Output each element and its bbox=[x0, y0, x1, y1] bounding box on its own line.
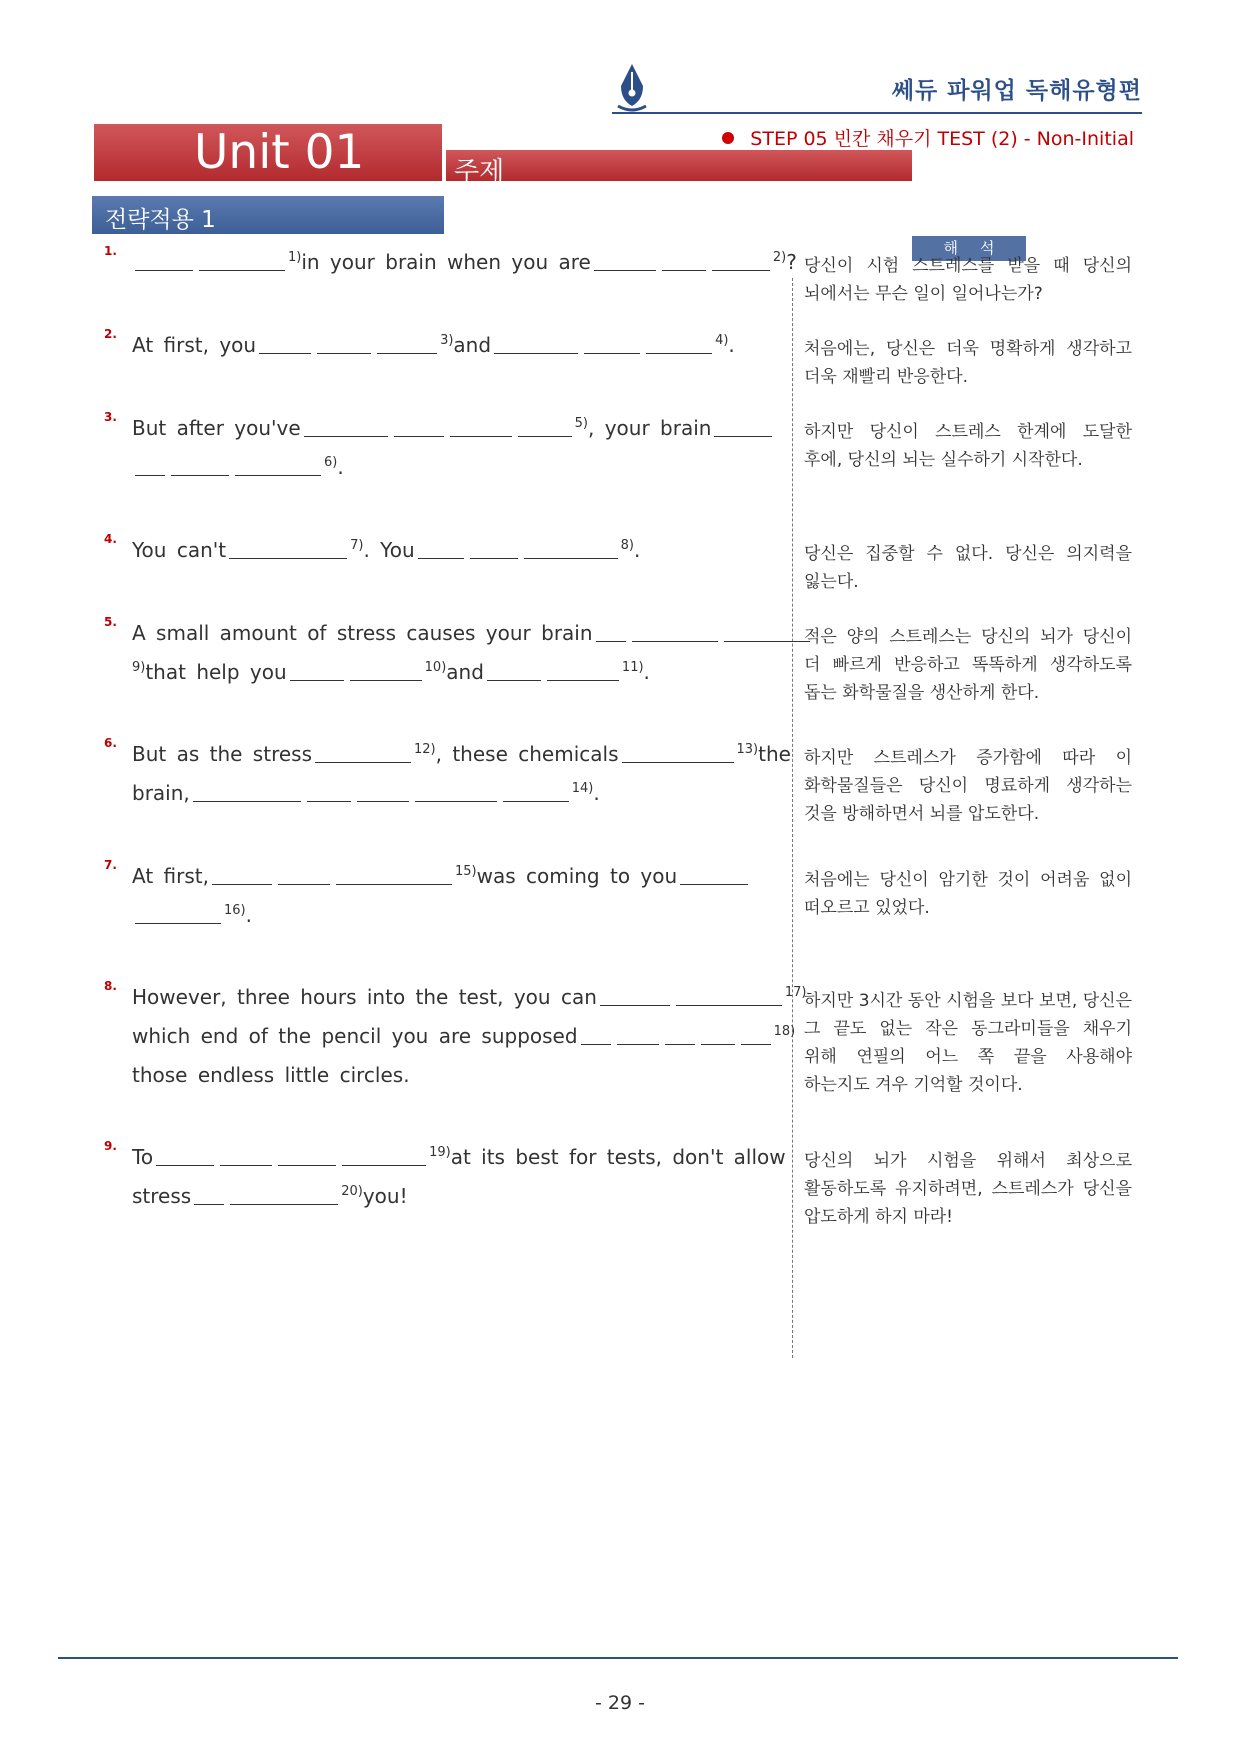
answer-blank[interactable] bbox=[315, 742, 411, 763]
answer-blank[interactable] bbox=[193, 781, 301, 802]
question-line bbox=[132, 854, 751, 898]
question-text: . bbox=[337, 455, 344, 479]
answer-blank[interactable] bbox=[415, 781, 497, 802]
question-number: 2. bbox=[104, 327, 117, 341]
answer-blank[interactable] bbox=[494, 333, 578, 354]
answer-blank[interactable] bbox=[617, 1024, 659, 1045]
question-line bbox=[132, 406, 775, 450]
question-text: was coming to you bbox=[476, 864, 678, 888]
question-text: that help you bbox=[145, 660, 287, 684]
blank-number: 15) bbox=[454, 864, 477, 879]
answer-blank[interactable] bbox=[156, 1145, 214, 1166]
question-line bbox=[132, 771, 600, 815]
answer-blank[interactable] bbox=[357, 781, 409, 802]
answer-blank[interactable] bbox=[714, 416, 772, 437]
unit-title: Unit 01 bbox=[194, 125, 365, 180]
blank-number: 16) bbox=[224, 903, 246, 918]
answer-blank[interactable] bbox=[336, 864, 452, 885]
answer-blank[interactable] bbox=[632, 621, 718, 642]
translation-7: 처음에는 당신이 암기한 것이 어려움 없이 떠오르고 있었다. bbox=[804, 870, 1132, 918]
answer-blank[interactable] bbox=[304, 416, 388, 437]
question-number: 8. bbox=[104, 979, 117, 993]
answer-blank[interactable] bbox=[194, 1184, 224, 1205]
question-number: 1. bbox=[104, 244, 117, 258]
question-line bbox=[132, 323, 735, 367]
question-text: you! bbox=[362, 1184, 408, 1208]
translation-3: 하지만 당신이 스트레스 한계에 도달한 후에, 당신의 뇌는 실수하기 시작한다. bbox=[804, 422, 1132, 470]
bullet-dot-icon bbox=[722, 132, 734, 144]
answer-blank[interactable] bbox=[594, 250, 656, 271]
answer-blank[interactable] bbox=[701, 1024, 735, 1045]
question-line bbox=[132, 445, 344, 489]
publisher-brand: 쎄듀 파워업 독해유형편 bbox=[891, 78, 1142, 104]
answer-blank[interactable] bbox=[596, 621, 626, 642]
question-text: the bbox=[758, 742, 791, 766]
translation-header: 해석 bbox=[912, 236, 1026, 261]
question-line bbox=[132, 528, 640, 572]
question-text: . bbox=[643, 660, 650, 684]
blank-number: 14) bbox=[571, 781, 594, 796]
blank-number: 18) bbox=[773, 1024, 796, 1039]
question-text: which end of the pencil you are supposed bbox=[132, 1024, 578, 1048]
question-text: A small amount of stress causes your brain bbox=[132, 621, 593, 645]
question-text: You can't bbox=[132, 538, 227, 562]
question-text: . bbox=[633, 538, 641, 562]
question-text: , your brain bbox=[588, 416, 712, 440]
question-text: But after you've bbox=[132, 416, 301, 440]
answer-blank[interactable] bbox=[230, 1184, 338, 1205]
question-number: 6. bbox=[104, 736, 117, 750]
translation-9: 당신의 뇌가 시험을 위해서 최상으로 활동하도록 유지하려면, 스트레스가 당신을 압도하게 하지 마라! bbox=[804, 1151, 1132, 1227]
question-text: brain, bbox=[132, 781, 190, 805]
page-number: - 29 - bbox=[595, 1692, 645, 1714]
topic-banner bbox=[446, 150, 912, 187]
blank-number: 7) bbox=[350, 538, 364, 553]
question-text: But as the stress bbox=[132, 742, 312, 766]
question-text: To bbox=[132, 1145, 154, 1169]
answer-blank[interactable] bbox=[547, 660, 619, 681]
blank-number: 5) bbox=[574, 416, 588, 431]
blank-number: 8) bbox=[620, 538, 634, 553]
answer-blank[interactable] bbox=[676, 985, 782, 1006]
blank-number: 12) bbox=[414, 742, 436, 757]
question-line bbox=[132, 1174, 408, 1218]
answer-blank[interactable] bbox=[724, 621, 810, 642]
question-number: 7. bbox=[104, 858, 117, 872]
translation-1: 당신이 시험 스트레스를 받을 때 당신의 뇌에서는 무슨 일이 일어나는가? bbox=[804, 256, 1132, 304]
question-text: . bbox=[593, 781, 600, 805]
answer-blank[interactable] bbox=[470, 538, 518, 559]
question-text: , these chemicals bbox=[435, 742, 619, 766]
question-line bbox=[132, 893, 252, 937]
blank-number: 20) bbox=[341, 1184, 363, 1199]
answer-blank[interactable] bbox=[199, 250, 285, 271]
answer-blank[interactable] bbox=[317, 333, 371, 354]
answer-blank[interactable] bbox=[342, 1145, 426, 1166]
question-text: at its best for tests, don't allow bbox=[450, 1145, 786, 1169]
question-line bbox=[132, 1053, 410, 1097]
step-label: STEP 05 빈칸 채우기 TEST (2) - Non-Initial bbox=[750, 128, 1134, 150]
answer-blank[interactable] bbox=[220, 1145, 272, 1166]
answer-blank[interactable] bbox=[212, 864, 272, 885]
question-line bbox=[132, 240, 797, 284]
answer-blank[interactable] bbox=[712, 250, 770, 271]
answer-blank[interactable] bbox=[135, 455, 165, 476]
question-text: At first, bbox=[132, 864, 209, 888]
question-line bbox=[132, 650, 650, 694]
answer-blank[interactable] bbox=[524, 538, 618, 559]
strategy-banner bbox=[92, 196, 444, 234]
answer-blank[interactable] bbox=[278, 1145, 336, 1166]
question-number: 9. bbox=[104, 1139, 117, 1153]
strategy-label: 전략적용 1 bbox=[105, 207, 216, 233]
answer-blank[interactable] bbox=[394, 416, 444, 437]
blank-number: 11) bbox=[621, 660, 644, 675]
question-text: and bbox=[446, 660, 484, 684]
blank-number: 4) bbox=[715, 333, 729, 348]
answer-blank[interactable] bbox=[600, 985, 670, 1006]
question-text: . bbox=[245, 903, 252, 927]
question-text: in your brain when you are bbox=[301, 250, 591, 274]
question-text: ? bbox=[786, 250, 797, 274]
answer-blank[interactable] bbox=[741, 1024, 771, 1045]
answer-blank[interactable] bbox=[418, 538, 464, 559]
answer-blank[interactable] bbox=[503, 781, 569, 802]
question-line bbox=[132, 1135, 786, 1179]
answer-blank[interactable] bbox=[680, 864, 748, 885]
answer-blank[interactable] bbox=[487, 660, 541, 681]
step-title bbox=[722, 124, 1134, 151]
question-text: At first, you bbox=[132, 333, 257, 357]
question-text: those endless little circles. bbox=[132, 1063, 410, 1087]
blank-number: 1) bbox=[288, 250, 302, 265]
answer-blank[interactable] bbox=[278, 864, 330, 885]
topic-label: 주제 bbox=[454, 157, 505, 187]
question-text: . bbox=[728, 333, 735, 357]
answer-blank[interactable] bbox=[622, 742, 734, 763]
answer-blank[interactable] bbox=[665, 1024, 695, 1045]
answer-blank[interactable] bbox=[259, 333, 311, 354]
answer-blank[interactable] bbox=[229, 538, 347, 559]
pen-nib-logo-icon bbox=[612, 62, 652, 114]
answer-blank[interactable] bbox=[171, 455, 229, 476]
answer-blank[interactable] bbox=[235, 455, 321, 476]
question-line bbox=[132, 1014, 795, 1058]
question-text: stress bbox=[132, 1184, 192, 1208]
answer-blank[interactable] bbox=[350, 660, 422, 681]
footer-rule bbox=[58, 1657, 1178, 1659]
answer-blank[interactable] bbox=[662, 250, 706, 271]
translation-4: 당신은 집중할 수 없다. 당신은 의지력을 잃는다. bbox=[804, 544, 1132, 592]
answer-blank[interactable] bbox=[450, 416, 512, 437]
answer-blank[interactable] bbox=[290, 660, 344, 681]
question-text: and bbox=[453, 333, 492, 357]
unit-banner bbox=[94, 124, 442, 181]
answer-blank[interactable] bbox=[584, 333, 640, 354]
blank-number: 19) bbox=[429, 1145, 451, 1160]
blank-number: 9) bbox=[132, 660, 146, 675]
answer-blank[interactable] bbox=[307, 781, 351, 802]
question-line bbox=[132, 732, 791, 776]
answer-blank[interactable] bbox=[581, 1024, 611, 1045]
answer-blank[interactable] bbox=[518, 416, 572, 437]
blank-number: 10) bbox=[424, 660, 447, 675]
blank-number: 3) bbox=[440, 333, 454, 348]
blank-number: 6) bbox=[324, 455, 338, 470]
header-rule bbox=[612, 112, 1142, 114]
question-text: . You bbox=[363, 538, 415, 562]
blank-number: 2) bbox=[772, 250, 787, 265]
answer-blank[interactable] bbox=[135, 903, 221, 924]
question-line bbox=[132, 611, 813, 655]
question-number: 3. bbox=[104, 410, 117, 424]
question-number: 5. bbox=[104, 615, 117, 629]
blank-number: 13) bbox=[736, 742, 759, 757]
answer-blank[interactable] bbox=[135, 250, 193, 271]
answer-blank[interactable] bbox=[377, 333, 437, 354]
translation-8: 하지만 3시간 동안 시험을 보다 보면, 당신은 그 끝도 없는 작은 동그라미들을 채우기 위해 연필의 어느 쪽 끝을 사용해야 하는지도 겨우 기억할 것이다. bbox=[804, 991, 1132, 1095]
question-text: However, three hours into the test, you can bbox=[132, 985, 597, 1009]
answer-blank[interactable] bbox=[646, 333, 712, 354]
question-number: 4. bbox=[104, 532, 117, 546]
question-line bbox=[132, 975, 807, 1019]
translation-5: 적은 양의 스트레스는 당신의 뇌가 당신이 더 빠르게 반응하고 똑똑하게 생각하도록 돕는 화학물질을 생산하게 한다. bbox=[804, 627, 1132, 703]
column-divider bbox=[792, 278, 793, 1358]
translation-2: 처음에는, 당신은 더욱 명확하게 생각하고 더욱 재빨리 반응한다. bbox=[804, 339, 1132, 387]
blank-number: 17) bbox=[784, 985, 807, 1000]
translation-6: 하지만 스트레스가 증가함에 따라 이 화학물질들은 당신이 명료하게 생각하는 것을 방해하면서 뇌를 압도한다. bbox=[804, 748, 1132, 824]
